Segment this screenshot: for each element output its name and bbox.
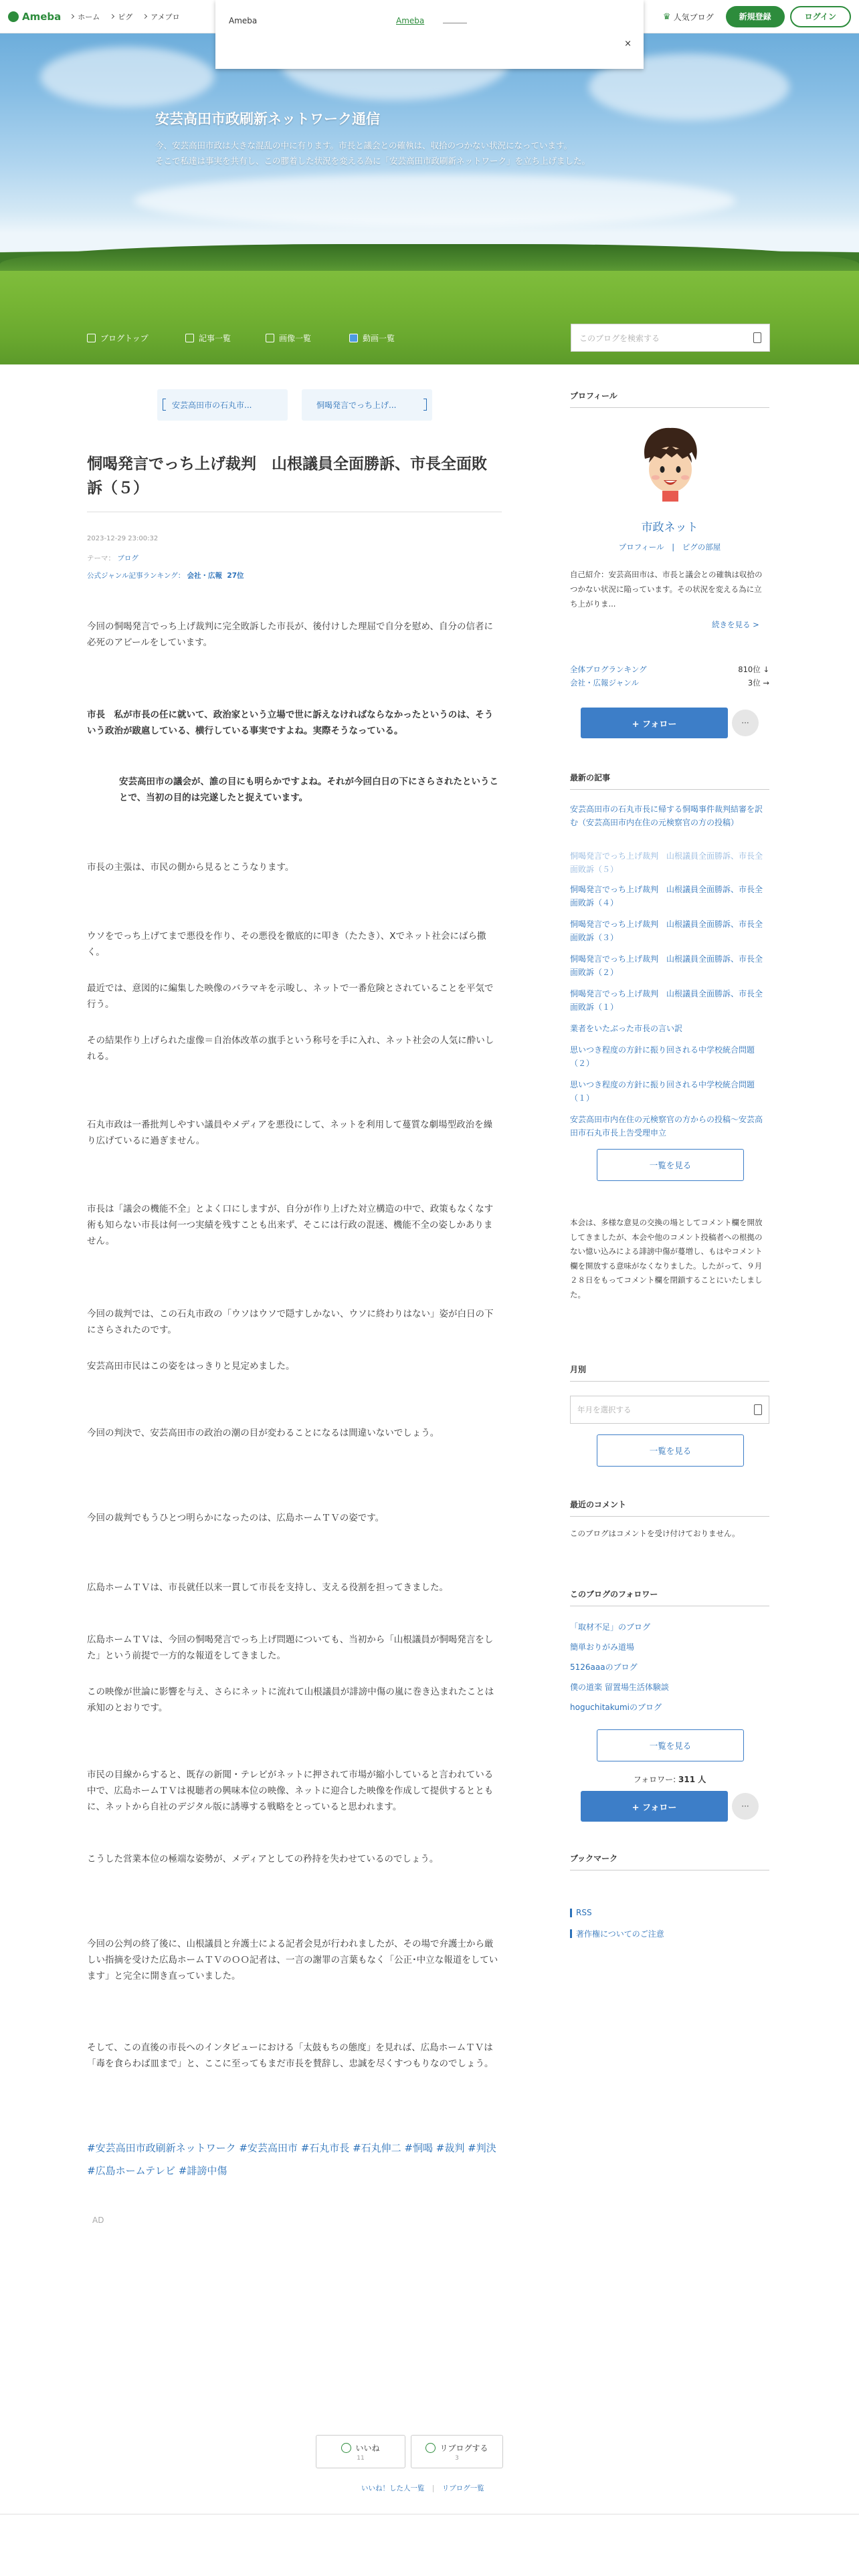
ad-overlay — [215, 0, 644, 69]
hashtag[interactable]: #恫喝 — [404, 2142, 434, 2154]
nav-label: ブログトップ — [100, 334, 149, 343]
recent-list-button[interactable]: 一覧を見る — [597, 1149, 744, 1181]
nav-entries[interactable] — [185, 332, 231, 344]
follower-blog-link[interactable]: 「取材不足」のブログ — [570, 1622, 651, 1632]
article-paragraph: 最近では、意図的に編集した映像のバラマキを示唆し、ネットで一番危険とされていることを平気で行う。 — [87, 983, 494, 1010]
article-paragraph: その結果作り上げられた虚像＝自治体改革の旗手という称号を手に入れ、ネット社会の人気に酔いしれる。 — [87, 1035, 494, 1062]
video-icon — [349, 334, 358, 342]
article-paragraph: 今回の判決で、安芸高田市の政治の潮の目が変わることになるは間違いないでしょう。 — [87, 1428, 440, 1438]
comments-closed-text: このブログはコメントを受け付けておりません。 — [570, 1529, 740, 1538]
ranking-value: 3位 → — [747, 678, 769, 687]
blog-description-line: 今、安芸高田市政は大きな混乱の中に有ります。市長と議会との確執は、収拾のつかない状況になっています。 — [155, 140, 573, 150]
ameba-nav — [70, 11, 190, 22]
article-paragraph: ウソをでっち上げてまで悪役を作り、その悪役を徹底的に叩き（たたき）、Xでネット社会にばら撒く。 — [87, 931, 486, 958]
search-icon[interactable] — [753, 332, 761, 343]
separator: | — [432, 2484, 435, 2492]
month-select[interactable] — [570, 1396, 769, 1424]
nav-label: アメブロ — [151, 12, 180, 21]
follower-blog-link[interactable]: 簡単おりがみ道場 — [570, 1642, 635, 1652]
recent-entries-heading: 最新の記事 — [570, 773, 611, 782]
hashtag[interactable]: #安芸高田市政刷新ネットワーク — [87, 2142, 236, 2154]
follow-button[interactable]: + フォロー — [581, 1791, 728, 1822]
separator: | — [672, 542, 675, 552]
follower-blog-link[interactable]: 僕の道楽 留置場生活体験談 — [570, 1683, 669, 1692]
recent-comments-heading: 最近のコメント — [570, 1500, 627, 1509]
rank-label: 公式ジャンル記事ランキング： — [87, 572, 185, 580]
reblog-list-link[interactable]: リブログ一覧 — [442, 2484, 484, 2492]
avatar[interactable] — [636, 425, 705, 502]
follower-count — [570, 1774, 769, 1785]
reblog-row — [425, 2442, 488, 2454]
hashtag[interactable]: #裁判 — [436, 2142, 465, 2154]
article-theme — [87, 553, 138, 563]
next-entry-label: 恫喝発言でっち上げ... — [316, 401, 397, 410]
sky-cloud — [40, 47, 214, 107]
home-icon — [87, 334, 96, 342]
chevron-right-icon — [110, 14, 114, 19]
follower-blog-link[interactable]: 5126aaaのブログ — [570, 1662, 638, 1672]
nav-label: 記事一覧 — [199, 334, 231, 343]
comment-notice: 本会は、多様な意見の交換の場としてコメント欄を開放してきましたが、本会や他のコメント投稿者への根拠のない憶い込みによる誹謗中傷が蔓増し、もはやコメント欄を開放する意味がなくなりました。したがって、９月２８日をもってコメント欄を閉鎖することにいたしました。 — [570, 1218, 763, 1299]
theme-link[interactable]: ブログ — [117, 554, 138, 562]
genre-ranking[interactable] — [570, 677, 769, 688]
ranking-label: 全体ブログランキング — [570, 665, 647, 674]
like-list-link[interactable]: いいね！した人一覧 — [361, 2484, 425, 2492]
blog-description-line: そこで私達は事実を共有し、この膠着した状況を変える為に「安芸高田市政刷新ネットワーク」を立ち上げました。 — [155, 156, 591, 166]
month-select-placeholder: 年月を選択する — [577, 1405, 632, 1414]
bookmarks-heading: ブックマーク — [570, 1854, 618, 1863]
smile-icon — [341, 2443, 351, 2453]
nav-label: ピグ — [118, 12, 133, 21]
reaction-links — [361, 2483, 484, 2493]
like-row — [341, 2442, 379, 2454]
chevron-down-icon — [754, 1404, 762, 1415]
signup-button[interactable]: 新規登録 — [726, 6, 785, 27]
chevron-right-icon — [70, 14, 74, 19]
recent-entry-link[interactable]: 業者をいたぶった市長の言い訳 — [570, 1024, 683, 1033]
popular-blog-label: 人気ブログ — [673, 12, 714, 22]
prev-entry-button[interactable] — [157, 389, 288, 421]
crown-icon: ♛ — [662, 11, 671, 22]
article-paragraph: 市長の主張は、市民の側から見るとこうなります。 — [87, 862, 294, 873]
copyright-link[interactable] — [570, 1928, 664, 1939]
hashtag[interactable]: #広島ホームテレビ — [87, 2165, 175, 2177]
bracket-right-icon — [423, 399, 427, 411]
prev-entry-label: 安芸高田市の石丸市... — [172, 401, 252, 410]
hashtag[interactable]: #安芸高田市 — [239, 2142, 298, 2154]
recent-entry-link[interactable]: 恫喝発言でっち上げ裁判 山根議員全面勝訴、市長全面敗訴（３） — [570, 920, 763, 942]
follower-count-label: フォロワー: — [633, 1775, 676, 1784]
profile-heading: プロフィール — [570, 391, 617, 401]
bracket-left-icon — [163, 399, 166, 411]
ameba-nav-pig[interactable] — [110, 11, 132, 22]
article-paragraph: 広島ホームＴＶは、市長就任以来一貫して市長を支持し、支える役割を担ってきました。 — [87, 1582, 448, 1593]
document-icon — [185, 334, 194, 342]
theme-label: テーマ： — [87, 554, 115, 562]
heading-divider — [570, 407, 769, 408]
article-paragraph: この映像が世論に影響を与え、さらにネットに流れて山根議員が誹謗中傷の嵐に巻き込まれたことは承知のとおりです。 — [87, 1687, 494, 1713]
blog-title[interactable]: 安芸高田市政刷新ネットワーク通信 — [155, 111, 380, 127]
article-title[interactable]: 恫喝発言でっち上げ裁判 山根議員全面勝訴、市長全面敗訴（５） — [87, 455, 487, 497]
nav-blog-top[interactable] — [87, 332, 149, 344]
follow-button[interactable]: + フォロー — [581, 708, 728, 738]
article-quote: 安芸高田市の議会が、誰の目にも明らかですよね。それが今回白日の下にさらされたということで、当初の目的は完遂したと捉えています。 — [119, 776, 498, 803]
article-paragraph: そして、この直後の市長へのインタビューにおける「太鼓もちの態度」を見れば、広島ホームＴＶは「毒を食らわば皿まで」と、ここに至ってもまだ市長を賛辞し、忠誠を尽くすつもりなのでしょう。 — [87, 2042, 494, 2069]
ameba-logo-icon — [8, 11, 19, 22]
hashtag[interactable]: #判決 — [468, 2142, 496, 2154]
article-paragraph: 今回の裁判でもうひとつ明らかになったのは、広島ホームＴＶの姿です。 — [87, 1513, 385, 1523]
article-paragraph: こうした営業本位の極端な姿勢が、メディアとしての矜持を失わせているのでしょう。 — [87, 1854, 439, 1864]
heading-divider — [570, 789, 769, 790]
nav-images[interactable] — [266, 332, 311, 344]
recent-entry-link[interactable]: 安芸高田市内在住の元検察官の方からの投稿～安芸高田市石丸市長上告受理申立 — [570, 1115, 763, 1138]
rank-genre: 会社・広報 — [187, 572, 223, 580]
recent-entry-link[interactable]: 思いつき程度の方針に振り回される中学校統合問題（２） — [570, 1045, 755, 1068]
next-entry-button[interactable] — [302, 389, 432, 421]
more-options-button[interactable]: ··· — [732, 710, 759, 736]
monthly-list-button[interactable]: 一覧を見る — [597, 1434, 744, 1467]
heading-divider — [570, 1516, 769, 1517]
blog-description — [155, 138, 664, 169]
follower-count-value: 311 人 — [678, 1775, 706, 1784]
follower-blog-link[interactable]: hoguchitakumiのブログ — [570, 1703, 662, 1712]
article-date: 2023-12-29 23:00:32 — [87, 535, 159, 542]
monthly-heading: 月別 — [570, 1365, 587, 1374]
article-paragraph: 市民の目線からすると、既存の新聞・テレビがネットに押されて市場が縮小していると言われている中で、広島ホームＴＶは視聴者の興味本位の映像、ネットに迎合した映像を作成して提供するとともに、ネットから自社のデジタル版に誘導する戦略をとっていると思われます。 — [87, 1769, 494, 1812]
followers-heading: このブログのフォロワー — [570, 1590, 658, 1599]
reblog-button[interactable] — [411, 2435, 503, 2468]
profile-name[interactable]: 市政ネット — [641, 521, 698, 534]
recent-entry-link[interactable]: 恫喝発言でっち上げ裁判 山根議員全面勝訴、市長全面敗訴（２） — [570, 954, 763, 977]
recent-entry-link[interactable]: 恫喝発言でっち上げ裁判 山根議員全面勝訴、市長全面敗訴（４） — [570, 885, 763, 907]
ad-brand: Ameba — [229, 16, 258, 25]
heading-divider — [570, 1381, 769, 1382]
ranking-value: 810位 ↓ — [738, 665, 769, 674]
article-ranking[interactable] — [87, 570, 244, 580]
article-paragraph: 今回の公判の終了後に、山根議員と弁護士による記者会見が行われましたが、その場で弁護士から厳しい指摘を受けた広島ホームＴＶのＯＯ記者は、一言の謝罪の言葉もなく「公正･中立な報道をしています」と完全に開き直っていました。 — [87, 1939, 498, 1981]
profile-links — [570, 542, 769, 552]
rank-value: 27位 — [227, 572, 244, 580]
ameba-logo-text: Ameba — [22, 10, 62, 23]
ameba-account-area — [663, 6, 851, 27]
ameba-logo[interactable] — [8, 11, 61, 23]
login-button[interactable]: ログイン — [790, 6, 851, 27]
sky-cloud — [134, 174, 736, 227]
profile-link[interactable]: プロフィール — [618, 542, 664, 552]
article-paragraph: 石丸市政は一番批判しやすい議員やメディアを悪役にして、ネットを利用して蔓質な劇場型政治を繰り広げているに過ぎません。 — [87, 1119, 493, 1146]
hashtag[interactable]: #誹謗中傷 — [178, 2165, 227, 2177]
hashtag[interactable]: #石丸市長 — [300, 2142, 350, 2154]
article-paragraph: 今回の恫喝発言でっち上げ裁判に完全敗訴した市長が、後付けした理屈で自分を慰め、自分の信者に必死のアピールをしています。 — [87, 621, 493, 648]
bookmark-label: RSS — [576, 1908, 592, 1917]
recent-entry-link[interactable]: 安芸高田市の石丸市長に帰する恫喝事件裁判結審を訳む（安芸高田市内在住の元検察官の方の投稿） — [570, 804, 763, 827]
rss-icon — [570, 1909, 572, 1917]
like-label: いいね — [355, 2443, 380, 2453]
ranking-label: 会社・広報ジャンル — [570, 678, 639, 687]
pig-room-link[interactable]: ピグの部屋 — [682, 542, 721, 552]
document-icon — [570, 1929, 572, 1938]
ameba-nav-home[interactable] — [70, 11, 100, 22]
article-paragraph: 安芸高田市民はこの姿をはっきりと見定めました。 — [87, 1361, 295, 1372]
more-options-button[interactable]: ··· — [732, 1793, 759, 1820]
like-button[interactable] — [316, 2435, 405, 2468]
chevron-right-icon — [142, 14, 147, 19]
close-icon[interactable]: × — [624, 39, 632, 49]
recent-entry-link[interactable]: 思いつき程度の方針に振り回される中学校統合問題（１） — [570, 1080, 755, 1103]
article-paragraph: 広島ホームＴＶは、今回の恫喝発言でっち上げ問題についても、当初から「山根議員が恫喝発言をした」という前提で一方的な報道をしてきました。 — [87, 1634, 494, 1661]
bookmark-label: 著作権についてのご注意 — [576, 1929, 664, 1939]
article-paragraph: 今回の裁判では、この石丸市政の「ウソはウソで隠すしかない、ウソに終わりはない」姿が白日の下にさらされたのです。 — [87, 1309, 494, 1335]
article-quote: 市長 私が市長の任に就いて、政治家という立場で世に訴えなければならなかったというのは、そういう政治が跋扈している、横行している事実ですよね。実際そうなっている。 — [87, 710, 494, 736]
nav-videos[interactable] — [349, 332, 395, 344]
reblog-label: リブログする — [440, 2443, 488, 2453]
image-icon — [266, 334, 274, 342]
hashtag-list — [87, 2137, 498, 2182]
search-placeholder: このブログを検索する — [579, 333, 660, 343]
like-count: 11 — [357, 2454, 365, 2462]
article-paragraph: 市長は「議会の機能不全」とよく口にしますが、自分が作り上げた対立構造の中で、政策もなくなす術も知らない市長は何一つ実績を残すことも出来ず、そこには行政の混迷、機能不全の姿しかありません。 — [87, 1204, 494, 1247]
blog-search-input[interactable] — [571, 324, 770, 352]
rss-link[interactable] — [570, 1908, 592, 1917]
followers-list-button[interactable]: 一覧を見る — [597, 1729, 744, 1761]
reblog-icon — [425, 2443, 436, 2453]
ad-link[interactable]: Ameba — [396, 16, 425, 25]
overall-ranking[interactable] — [570, 664, 769, 675]
nav-label: 動画一覧 — [363, 334, 395, 343]
read-more-link[interactable]: 続きを見る > — [712, 620, 759, 629]
nav-label: 画像一覧 — [279, 334, 312, 343]
reblog-count: 3 — [455, 2454, 459, 2462]
hashtag[interactable]: #石丸伸二 — [353, 2142, 401, 2154]
ad-label: AD — [92, 2216, 104, 2225]
profile-intro: 自己紹介：安芸高田市は、市長と議会との確執は収拾のつかない状況に陥っています。その状況を変える為に立ち上がりま... — [570, 570, 763, 609]
recent-entry-link-current[interactable]: 恫喝発言でっち上げ裁判 山根議員全面勝訴、市長全面敗訴（５） — [570, 851, 763, 874]
nav-label: ホーム — [78, 12, 100, 21]
popular-blog-link[interactable] — [663, 11, 714, 23]
ameba-nav-ameblo[interactable] — [143, 11, 179, 22]
recent-entry-link[interactable]: 恫喝発言でっち上げ裁判 山根議員全面勝訴、市長全面敗訴（１） — [570, 989, 763, 1012]
